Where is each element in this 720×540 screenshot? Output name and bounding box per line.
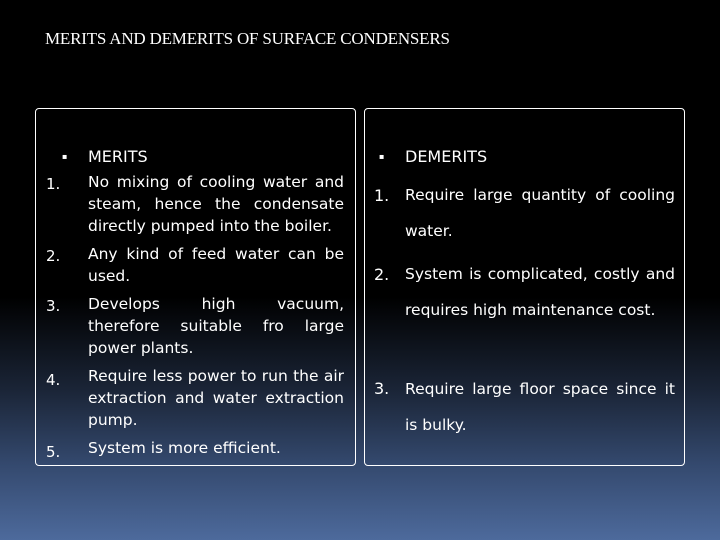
demerits-item-number: 3. xyxy=(374,379,390,398)
merits-item-number: 5. xyxy=(46,443,61,461)
merits-item-number: 3. xyxy=(46,297,61,315)
merits-item-text: Develops high vacuum, therefore suitable fro large power plants. xyxy=(88,295,344,357)
merits-box xyxy=(35,108,356,466)
demerits-item-number: 1. xyxy=(374,186,390,205)
demerits-item-text: Require large floor space since it is bulky. xyxy=(405,380,675,434)
merits-item-text: System is more efficient. xyxy=(88,439,281,457)
demerits-bullet-icon: ▪ xyxy=(379,152,385,161)
merits-item-text: Any kind of feed water can be used. xyxy=(88,245,344,285)
demerits-item-number: 2. xyxy=(374,265,390,284)
merits-bullet-icon: ▪ xyxy=(62,152,68,161)
merits-heading: MERITS xyxy=(88,147,148,166)
demerits-item-text: Require large quantity of cooling water. xyxy=(405,186,675,240)
merits-item-number: 4. xyxy=(46,371,61,389)
demerits-item-text: System is complicated, costly and requires high maintenance cost. xyxy=(405,265,675,319)
demerits-box xyxy=(364,108,685,466)
merits-item-text: Require less power to run the air extraction and water extraction pump. xyxy=(88,367,344,429)
demerits-heading: DEMERITS xyxy=(405,147,488,166)
merits-item-number: 2. xyxy=(46,247,61,265)
merits-item-number: 1. xyxy=(46,175,61,193)
merits-item-text: No mixing of cooling water and steam, hence the condensate directly pumped into the boiler. xyxy=(88,173,344,235)
slide-title: MERITS AND DEMERITS OF SURFACE CONDENSERS xyxy=(45,29,450,48)
